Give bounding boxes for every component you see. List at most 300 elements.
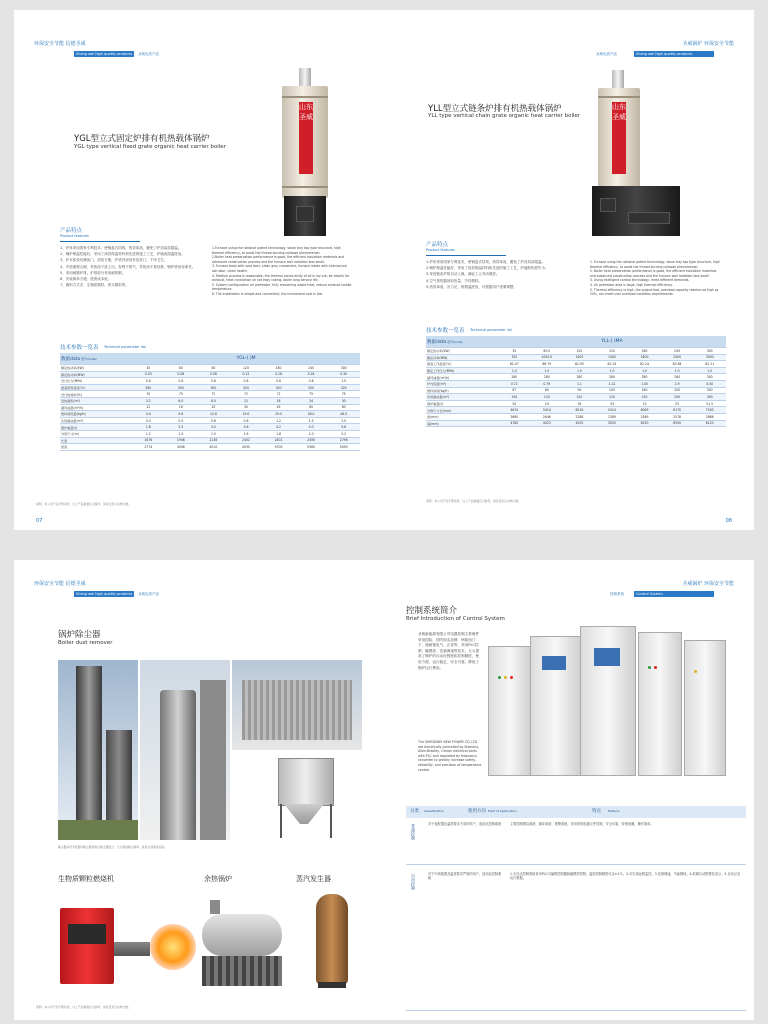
table-cell: 300 bbox=[327, 365, 360, 372]
table-cell: 82.11 bbox=[693, 361, 726, 368]
page-number: 08 bbox=[725, 518, 732, 524]
table-row bbox=[426, 374, 726, 381]
row-label: 额定工作压力(MPa) bbox=[426, 367, 498, 374]
param-heading-en: Technical parameter list bbox=[470, 328, 512, 332]
header-tagline: 环保安全节能 信德圣威 bbox=[34, 581, 86, 587]
table-cell: 1800 bbox=[628, 354, 661, 361]
table-cell: 2.2 bbox=[327, 430, 360, 437]
features-heading: 产品特点 bbox=[426, 242, 449, 248]
intro-en: The SHENGWEI NEW POWER CO.,LTD are electrically controlled by Siemens, Allen-Bradley, Omron electrical parts with PLC and regulated by frequency converter to greatly increase safety, reliability, and precision of temperature control. bbox=[418, 740, 482, 772]
table-cell: 280 bbox=[661, 374, 694, 381]
page-title: 控制系统简介 bbox=[406, 606, 458, 616]
table-cell: 2288 bbox=[563, 413, 596, 420]
table-cell: 48.0 bbox=[327, 411, 360, 418]
page-subtitle: Brief Introduction of Control System bbox=[406, 616, 505, 622]
page-number: 07 bbox=[36, 518, 43, 524]
table-cell: 5.4 bbox=[132, 411, 165, 418]
header-bar-tag: Control System bbox=[636, 592, 663, 596]
table-cell: 120 bbox=[596, 394, 629, 401]
footnote: 说明：本公司产品不断改进，以上产品参数仅为参考，如有变化以实物为准。 bbox=[36, 502, 132, 506]
table-cell: 13 bbox=[628, 400, 661, 407]
table-cell: 180 bbox=[628, 387, 661, 394]
row-label: 燃料消耗(kg/h) bbox=[426, 387, 498, 394]
table-cell: 16 bbox=[165, 404, 198, 411]
param-heading-en: Technical parameter list bbox=[104, 345, 146, 349]
table-cell: 280 bbox=[628, 374, 661, 381]
divider bbox=[426, 255, 506, 256]
table-cell: 5025 bbox=[563, 420, 596, 427]
intro-zh: 圣威新能源有限公司电器控制主要硬件采用国际、国内知名品牌，例如西门子、施耐德电气、正泰等，采用PLC控制、触摸屏、变频调速等技术，大大提高了锅炉的自动化程度和控制精度，使用方便、运行稳定、安全可靠，降低了锅炉运行费用。 bbox=[418, 632, 480, 670]
row-label: 燃料消耗量(kg/h) bbox=[60, 411, 132, 418]
table-cell: 82.24 bbox=[628, 361, 661, 368]
param-heading: 技术参数一览表 bbox=[60, 345, 99, 351]
table-cell: 120 bbox=[563, 394, 596, 401]
table-cell: 19.0 bbox=[230, 411, 263, 418]
table-cell: 120 bbox=[563, 348, 596, 355]
row-application: 对于低配置及温度要求不高的用户，选用此控制系统 bbox=[428, 822, 502, 826]
dust-remover-photo-3 bbox=[232, 660, 362, 750]
table-cell: 51.5 bbox=[693, 400, 726, 407]
row-classification: 自动控制 bbox=[411, 874, 416, 890]
table-row bbox=[426, 354, 726, 361]
table-cell: 120 bbox=[531, 394, 564, 401]
table-row bbox=[60, 444, 360, 451]
table-cell: 240 bbox=[661, 348, 694, 355]
table-cell: 0.06 bbox=[165, 371, 198, 378]
row-label: 设计热效率(%) bbox=[60, 391, 132, 398]
table-row bbox=[426, 413, 726, 420]
table-row bbox=[426, 387, 726, 394]
table-row bbox=[60, 397, 360, 404]
parameter-table bbox=[426, 336, 726, 427]
table-cell: 0.8 bbox=[230, 417, 263, 424]
table-cell: 2680 bbox=[498, 413, 531, 420]
row-label: 额定热功率(MW) bbox=[60, 371, 132, 378]
table-cell: 300 bbox=[165, 384, 198, 391]
divider bbox=[60, 241, 140, 242]
boiler-brand-label: 山东圣威 bbox=[612, 102, 626, 174]
table-cell: 180 bbox=[262, 365, 295, 372]
table-cell: 1946 bbox=[165, 437, 198, 444]
table-cell: 24 bbox=[295, 397, 328, 404]
table-row bbox=[426, 380, 726, 387]
header-bar-sub: 圣威优质产品 bbox=[596, 52, 617, 56]
col-application-en: Field of Application bbox=[488, 809, 517, 813]
table-cell: 1.2 bbox=[262, 417, 295, 424]
table-model-name: YGL-( )M bbox=[132, 353, 360, 365]
table-cell: 0.18 bbox=[262, 371, 295, 378]
table-row bbox=[60, 437, 360, 444]
table-model-name: YLL-( )MA bbox=[498, 336, 726, 348]
table-cell: 280 bbox=[596, 374, 629, 381]
table-cell: 82.84 bbox=[661, 361, 694, 368]
table-cell: 18 bbox=[262, 397, 295, 404]
table-cell: 320 bbox=[262, 384, 295, 391]
table-cell: 1.0 bbox=[563, 367, 596, 374]
table-cell: 6063 bbox=[628, 407, 661, 414]
table-header-label bbox=[426, 336, 498, 348]
table-cell: 3.2 bbox=[132, 397, 165, 404]
table-row bbox=[60, 365, 360, 372]
table-cell: 72 bbox=[230, 391, 263, 398]
row-label: 设计压力(MPa) bbox=[60, 378, 132, 385]
table-cell: 1.12 bbox=[596, 380, 629, 387]
table-cell: 72 bbox=[197, 391, 230, 398]
feature-row-1 bbox=[406, 818, 746, 865]
table-cell: 75 bbox=[327, 391, 360, 398]
table-cell: 0.08 bbox=[197, 371, 230, 378]
table-cell: 1.0 bbox=[596, 367, 629, 374]
row-label: 额定功率(MW) bbox=[426, 354, 498, 361]
features-heading-en: Product features bbox=[426, 248, 455, 252]
row-label: 高(mm) bbox=[426, 420, 498, 427]
table-cell: 280 bbox=[563, 374, 596, 381]
table-cell: 2646 bbox=[531, 413, 564, 420]
table-cell: 2402 bbox=[262, 437, 295, 444]
table-row bbox=[60, 391, 360, 398]
table-cell: 0.30 bbox=[327, 371, 360, 378]
table-cell: 2400 bbox=[661, 354, 694, 361]
row-label: 额定热功率(kW) bbox=[426, 348, 498, 355]
product-title-steam: 蒸汽发生器 bbox=[296, 875, 331, 883]
feature-item: 3.采用链条炉排自动上煤，减轻工人劳动强度。 bbox=[426, 272, 500, 277]
table-cell: 100 bbox=[596, 387, 629, 394]
row-label: 受热面积(m²) bbox=[60, 397, 132, 404]
table-cell: 1.5 bbox=[295, 417, 328, 424]
table-cell: 5.0 bbox=[295, 424, 328, 431]
header-bar-tag: Sheng wei high quality products bbox=[76, 52, 133, 56]
table-cell: 1.1 bbox=[563, 380, 596, 387]
row-label: 最高工作温度(℃) bbox=[426, 361, 498, 368]
table-cell: 5414 bbox=[596, 407, 629, 414]
feature-table-header bbox=[406, 806, 746, 818]
page-title: YLL型立式链条炉排有机热载体锅炉 bbox=[428, 104, 562, 114]
table-cell: 12 bbox=[132, 404, 165, 411]
table-cell: 1.4 bbox=[165, 430, 198, 437]
row-label: 系统储油量(m³) bbox=[426, 394, 498, 401]
table-cell: 180 bbox=[628, 348, 661, 355]
page-subtitle: YLL type vertical chain grate organic heat carrier boiler bbox=[428, 113, 581, 119]
row-label: 宽度 bbox=[60, 444, 132, 451]
page-title: 锅炉除尘器 bbox=[58, 630, 101, 640]
table-cell: 4030 bbox=[230, 444, 263, 451]
table-cell: 1.8 bbox=[262, 430, 295, 437]
col-application: 使用方向 bbox=[468, 809, 486, 814]
header-bar-sub: 圣威优质产品 bbox=[138, 592, 159, 596]
table-cell: 1.0 bbox=[661, 367, 694, 374]
features-list-zh bbox=[60, 246, 210, 289]
table-cell: 6.0 bbox=[165, 397, 198, 404]
table-cell: 6018 bbox=[563, 407, 596, 414]
table-cell: 2.0 bbox=[295, 430, 328, 437]
table-cell: 4023 bbox=[531, 420, 564, 427]
table-cell: 60 bbox=[165, 365, 198, 372]
product-title-burner: 生物质颗粒燃烧机 bbox=[58, 875, 114, 883]
table-cell: 300 bbox=[197, 384, 230, 391]
table-cell: 35 bbox=[498, 348, 531, 355]
table-cell: 4700 bbox=[262, 444, 295, 451]
table-cell: 1050.0 bbox=[531, 354, 564, 361]
table-cell: 25 bbox=[661, 400, 694, 407]
row-label: 长度 bbox=[60, 437, 132, 444]
table-cell: 12 bbox=[230, 397, 263, 404]
feature-item: 4、介质流程合理，导热油下进上出，有利于排气，导热油不易结焦，锅炉使用寿命长。 bbox=[60, 264, 196, 269]
row-label: 循环油量(m³/h) bbox=[60, 404, 132, 411]
table-cell: 2886 bbox=[693, 413, 726, 420]
table-cell: 33 bbox=[596, 400, 629, 407]
table-cell: 5360 bbox=[295, 444, 328, 451]
feature-item: 2、锅炉保温性能好，采用了高效保温材料和先进的施工工艺，炉墙表面温度低。 bbox=[60, 252, 185, 257]
table-cell: 200 bbox=[661, 387, 694, 394]
table-row bbox=[60, 424, 360, 431]
table-cell: 30 bbox=[230, 404, 263, 411]
feature-item: 5.热效率高，出力足，排烟温度低，可根据用户需要调整。 bbox=[426, 284, 517, 289]
table-cell: 0.12 bbox=[230, 371, 263, 378]
table-cell: 4780 bbox=[498, 420, 531, 427]
table-cell: 320 bbox=[295, 384, 328, 391]
row-feature: 1.全自动控制系统采用PLC可编程控制器和触摸屏控制，温度控制精度可达±1℃。2.可实现远程监控。3.变频调速，节能降耗。4.故障自动报警及显示。5.自动记录运行数据。 bbox=[510, 872, 741, 881]
table-cell: 34 bbox=[563, 400, 596, 407]
table-cell: 2.9 bbox=[661, 380, 694, 387]
table-cell: 70 bbox=[132, 391, 165, 398]
table-cell: 2.0 bbox=[327, 417, 360, 424]
col-feature: 特点 bbox=[592, 809, 601, 814]
table-cell: 1.40 bbox=[628, 380, 661, 387]
table-cell: 12.8 bbox=[197, 411, 230, 418]
table-cell: 1.0 bbox=[628, 367, 661, 374]
table-cell: 20 bbox=[197, 404, 230, 411]
table-cell: 2578 bbox=[661, 413, 694, 420]
table-row bbox=[60, 371, 360, 378]
table-cell: 30 bbox=[327, 397, 360, 404]
table-row bbox=[60, 430, 360, 437]
features-heading-en: Product features bbox=[60, 234, 89, 238]
footnote: 说明：本公司产品不断改进，以上产品参数仅为参考，如有变化以实物为准。 bbox=[426, 499, 522, 503]
table-cell: 82.95 bbox=[563, 361, 596, 368]
table-cell: 4010 bbox=[197, 444, 230, 451]
row-label: 最高使用温度(℃) bbox=[60, 384, 132, 391]
header-bar-tag: Sheng wei high quality products bbox=[76, 592, 133, 596]
features-heading: 产品特点 bbox=[60, 228, 83, 234]
dust-remover-photo-2 bbox=[140, 660, 230, 840]
table-cell: 0.8 bbox=[262, 378, 295, 385]
brochure-page-left-top bbox=[14, 10, 384, 530]
table-cell: 6170 bbox=[661, 407, 694, 414]
table-cell: 150 bbox=[628, 394, 661, 401]
header-bar-tag: Sheng wei high quality products bbox=[636, 52, 693, 56]
table-cell: 1400 bbox=[563, 354, 596, 361]
header-bar bbox=[634, 51, 714, 57]
control-cabinet-image bbox=[488, 626, 728, 776]
table-cell: 38.0 bbox=[295, 411, 328, 418]
table-cell: 3.6 bbox=[230, 424, 263, 431]
table-cell: 80 bbox=[197, 365, 230, 372]
steam-generator-image bbox=[314, 894, 350, 990]
feature-item: 2.锅炉保温性能好，采用了高效保温材料和先进的施工工艺，炉墙散热损失小。 bbox=[426, 266, 549, 271]
row-label: 系统储油量(m³) bbox=[60, 417, 132, 424]
table-cell: 3000 bbox=[693, 354, 726, 361]
yll-boiler-image bbox=[592, 70, 682, 240]
ygl-boiler-image bbox=[276, 68, 336, 238]
table-header-row bbox=[426, 336, 726, 348]
table-cell: 0.3 bbox=[132, 417, 165, 424]
table-cell: 240 bbox=[295, 365, 328, 372]
table-cell: 3.40 bbox=[693, 380, 726, 387]
table-cell: 0.03 bbox=[132, 371, 165, 378]
table-row bbox=[60, 404, 360, 411]
table-cell: 300 bbox=[693, 387, 726, 394]
model-label: 型号model bbox=[80, 356, 97, 361]
feature-item: 1.炉体采用国家专利技术，使锅盘式结构，热效率高，避免了炉顶局部超温。 bbox=[426, 260, 545, 264]
table-row bbox=[426, 361, 726, 368]
table-cell: 0.5 bbox=[165, 417, 198, 424]
table-row bbox=[426, 348, 726, 355]
table-cell: 2796 bbox=[327, 437, 360, 444]
table-cell: 1.0 bbox=[327, 378, 360, 385]
header-bar-sub: 控制系统 bbox=[610, 592, 624, 596]
table-cell: 2389 bbox=[628, 413, 661, 420]
table-cell: 80 bbox=[327, 404, 360, 411]
table-cell: 700 bbox=[498, 354, 531, 361]
parameter-table bbox=[60, 353, 360, 451]
row-label: 额定热功率(kW) bbox=[60, 365, 132, 372]
table-cell: 90 bbox=[563, 387, 596, 394]
table-row bbox=[426, 420, 726, 427]
table-cell: 190 bbox=[498, 394, 531, 401]
row-application: 对于中高配置及温度要求严格的用户，选用此控制系统 bbox=[428, 872, 502, 881]
table-cell: 0.72 bbox=[498, 380, 531, 387]
table-cell: 300 bbox=[693, 374, 726, 381]
param-heading: 技术参数一览表 bbox=[426, 328, 465, 334]
product-title-waste-heat: 余热锅炉 bbox=[204, 875, 232, 883]
table-row bbox=[426, 407, 726, 414]
footnote: 说明：本公司产品不断改进，以上产品参数仅为参考，如有变化以实物为准。 bbox=[36, 1005, 132, 1009]
table-cell: 1.5 bbox=[197, 430, 230, 437]
table-cell: 75 bbox=[295, 391, 328, 398]
table-row bbox=[60, 417, 360, 424]
table-cell: 1.0 bbox=[531, 367, 564, 374]
feature-item: 5、采用耐磨炉排，炉排部分采用耐热钢。 bbox=[60, 270, 126, 275]
table-cell: 80 bbox=[531, 387, 564, 394]
table-cell: 60 bbox=[295, 404, 328, 411]
table-cell: 2402 bbox=[230, 437, 263, 444]
table-cell: 0.24 bbox=[295, 371, 328, 378]
header-tagline: 环保安全节能 信德圣威 bbox=[34, 41, 86, 47]
table-cell: 1.0 bbox=[498, 367, 531, 374]
table-cell: 3046 bbox=[165, 444, 198, 451]
table-header-label bbox=[60, 353, 132, 365]
table-cell: 300 bbox=[693, 394, 726, 401]
table-cell: 280 bbox=[498, 374, 531, 381]
photo-caption: 除尘器采用多管旋风除尘器和袋式除尘器组合，大大提高除尘效率，排放达到国家标准。 bbox=[58, 845, 168, 849]
table-cell: 320 bbox=[327, 384, 360, 391]
page-subtitle: YGL type vertical fixed grate organic heat carrier boiler bbox=[74, 144, 226, 150]
table-row bbox=[426, 394, 726, 401]
row-label: 宽(mm) bbox=[426, 413, 498, 420]
table-cell: 7183 bbox=[693, 407, 726, 414]
table-cell: 0.8 bbox=[197, 378, 230, 385]
table-cell: 2136 bbox=[197, 437, 230, 444]
row-label: 外形尺寸(m) bbox=[60, 430, 132, 437]
row-classification: 普通控制 bbox=[411, 824, 416, 840]
table-cell: 5020 bbox=[596, 420, 629, 427]
table-cell: 6550 bbox=[661, 420, 694, 427]
feature-item: 7、燃料方式多，生物质燃料、块木燃料等。 bbox=[60, 283, 129, 288]
features-list-zh bbox=[426, 260, 586, 291]
feature-item: 4.空气预热器回收热量，节约燃料。 bbox=[426, 278, 482, 283]
table-row bbox=[426, 367, 726, 374]
table-cell: 82.47 bbox=[498, 361, 531, 368]
waste-heat-boiler-image bbox=[202, 896, 284, 988]
table-cell: 2.5 bbox=[165, 424, 198, 431]
table-cell: 9.6 bbox=[165, 411, 198, 418]
table-cell: 5414 bbox=[531, 407, 564, 414]
table-cell: 35 bbox=[132, 365, 165, 372]
table-cell: 120 bbox=[596, 348, 629, 355]
table-cell: 200 bbox=[661, 394, 694, 401]
row-label: 锅炉重量(t) bbox=[60, 424, 132, 431]
table-cell: 29.0 bbox=[262, 411, 295, 418]
table-cell: 1400 bbox=[596, 354, 629, 361]
header-bar-sub: 圣威优质产品 bbox=[138, 52, 159, 56]
table-cell: 24 bbox=[531, 400, 564, 407]
table-cell: 86.79 bbox=[531, 361, 564, 368]
col-classification: 分类 bbox=[410, 809, 419, 814]
brochure-page-right-bottom bbox=[384, 560, 754, 1020]
table-cell: 1.6 bbox=[230, 430, 263, 437]
features-list-en: 1.Furnace using the national patent technology, stove tray top type structure, high thermal efficiency, to avoid the thread burning collapse phenomenon. 2.Boiler heat preservation performance is good, the efficient insulation materials and advanced construction process and the furnace wall radiation loss small. 3. Furnace body with soot door, clean grey convenient, furnace inside with internal put ash door, clean health. 4. Medium process is reasonable, the thermal conductivity of oil in lay out, be helpful for exhaust, heat conduction oil not easy coking, boiler long service life. 5. System configuration air preheater, fully recovering waste heat, reduce exhaust smoke temperature. 6. The installation is simple and convenient, the investment cost is low. bbox=[212, 246, 352, 296]
table-cell: 2389 bbox=[596, 413, 629, 420]
table-cell: 3.0 bbox=[197, 424, 230, 431]
table-cell: 1.2 bbox=[132, 430, 165, 437]
table-cell: 4610 bbox=[498, 407, 531, 414]
table-cell: 4.2 bbox=[262, 424, 295, 431]
table-cell: 1.0 bbox=[693, 367, 726, 374]
table-cell: 5490 bbox=[327, 444, 360, 451]
table-cell: 0.79 bbox=[531, 380, 564, 387]
feature-item: 6、安装简单方便，投资成本低。 bbox=[60, 277, 112, 282]
table-cell: 82.24 bbox=[596, 361, 629, 368]
page-title: YGL型立式固定炉排有机热载体锅炉 bbox=[74, 134, 210, 144]
table-row bbox=[60, 384, 360, 391]
header-bar bbox=[74, 51, 134, 57]
table-row bbox=[426, 400, 726, 407]
feature-item: 1、炉体采用国家专利技术，使锅盘式结构，热效率高，避免了炉顶局部超温。 bbox=[60, 246, 182, 250]
row-label: 循环油量(m³/h) bbox=[426, 374, 498, 381]
model-label: 型号model bbox=[446, 339, 463, 344]
table-cell: 320 bbox=[230, 384, 263, 391]
table-cell: 1.8 bbox=[132, 424, 165, 431]
table-cell: 0.6 bbox=[197, 417, 230, 424]
table-cell: 0.8 bbox=[165, 378, 198, 385]
table-cell: 0.8 bbox=[230, 378, 263, 385]
header-bar bbox=[74, 591, 134, 597]
row-label: 锅炉重量(t) bbox=[426, 400, 498, 407]
table-cell: 45 bbox=[262, 404, 295, 411]
table-cell: 120 bbox=[230, 365, 263, 372]
table-cell: 87 bbox=[498, 387, 531, 394]
table-cell: 2490 bbox=[295, 437, 328, 444]
dust-remover-photo-1 bbox=[58, 660, 138, 840]
table-cell: 6250 bbox=[628, 420, 661, 427]
table-cell: 0.6 bbox=[132, 378, 165, 385]
table-cell: 20 bbox=[498, 400, 531, 407]
bag-filter-photo bbox=[250, 752, 360, 844]
page-subtitle: Boiler dust remover bbox=[58, 640, 113, 646]
row-label: 外形尺寸长(mm) bbox=[426, 407, 498, 414]
brochure-page-right-top bbox=[384, 10, 754, 530]
table-cell: 1676 bbox=[132, 437, 165, 444]
